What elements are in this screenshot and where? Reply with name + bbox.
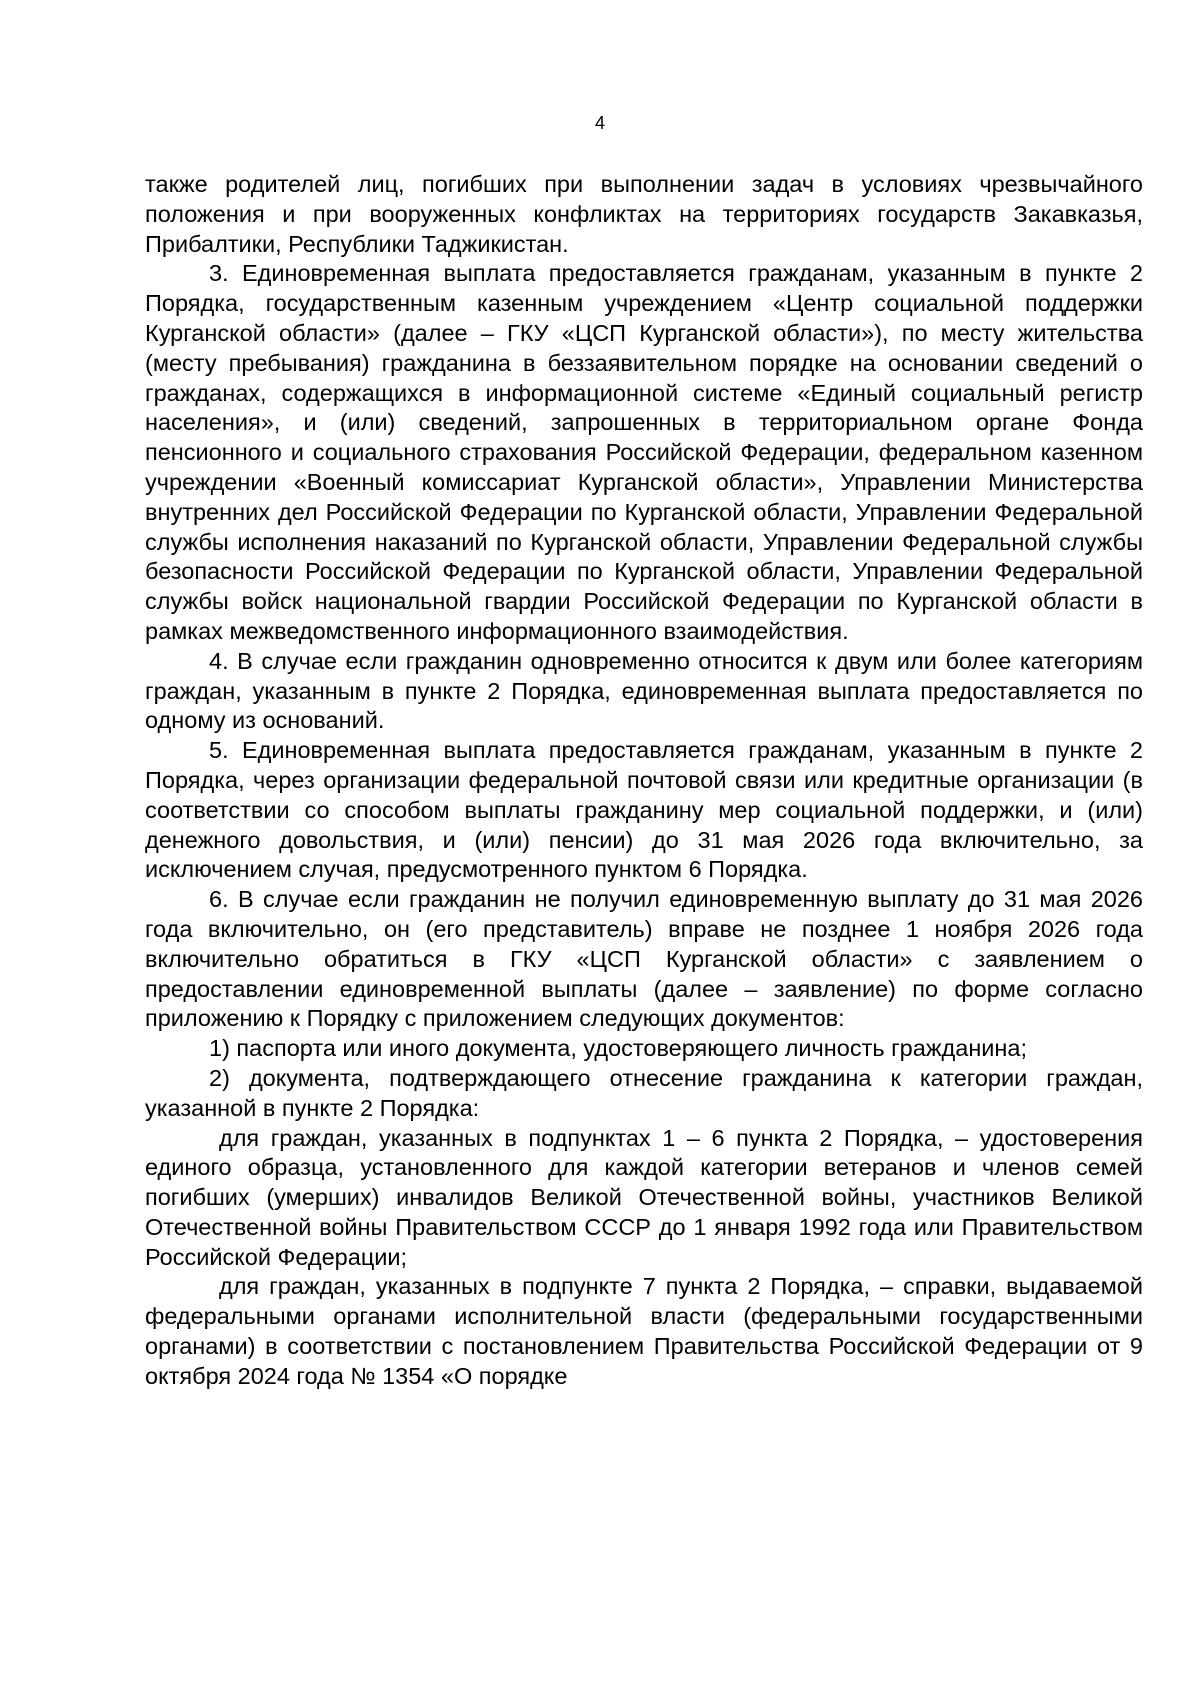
paragraph-subitem-7: для граждан, указанных в подпункте 7 пункта 2 Порядка, – справки, выдаваемой федеральными органами исполнительной власти (федеральными государственными органами) в соответствии с постановлением Правительства Российской Федерации от 9 октября 2024 года № 1354 «О порядке	[145, 1273, 1143, 1389]
paragraph-item-5: 5. Единовременная выплата предоставляется гражданам, указанным в пункте 2 Порядка, через организации федеральной почтовой связи или кредитные организации (в соответствии со способом выплаты гражданину мер социальной поддержки, и (или) денежного довольствия, и (или) пенсии) до 31 мая 2026 года включительно, за исключением случая, предусмотренного пунктом 6 Порядка.	[145, 737, 1143, 883]
paragraph-item-3: 3. Единовременная выплата предоставляется гражданам, указанным в пункте 2 Порядка, государственным казенным учреждением «Центр социальной поддержки Курганской области» (далее – ГКУ «ЦСП Курганской области»), по месту жительства (месту пребывания) гражданина в беззаявительном порядке на основании сведений о гражданах, содержащихся в информационной системе «Единый социальный регистр населения», и (или) сведений, запрошенных в территориальном органе Фонда пенсионного и социального страхования Российской Федерации, федеральном казенном учреждении «Военный комиссариат Курганской области», Управлении Министерства внутренних дел Российской Федерации по Курганской области, Управлении Федеральной службы исполнения наказаний по Курганской области, Управлении Федеральной службы безопасности Российской Федерации по Курганской области, Управлении Федеральной службы войск национальной гвардии Российской Федерации по Курганской области в рамках межведомственного информационного взаимодействия.	[145, 260, 1143, 644]
list-item-category-document: 2) документа, подтверждающего отнесение гражданина к категории граждан, указанной в пункте 2 Порядка:	[145, 1064, 1143, 1121]
document-body	[145, 170, 1143, 1392]
paragraph-item-4: 4. В случае если гражданин одновременно относится к двум или более категориям граждан, указанным в пункте 2 Порядка, единовременная выплата предоставляется по одному из оснований.	[145, 647, 1143, 734]
paragraph-subitems-1-6: для граждан, указанных в подпунктах 1 – 6 пункта 2 Порядка, – удостоверения единого образца, установленного для каждой категории ветеранов и членов семей погибших (умерших) инвалидов Великой Отечественной войны, участников Великой Отечественной войны Правительством СССР до 1 января 1992 года или Правительством Российской Федерации;	[145, 1124, 1143, 1270]
list-item-passport: 1) паспорта или иного документа, удостоверяющего личность гражданина;	[209, 1035, 1028, 1062]
paragraph-continuation: также родителей лиц, погибших при выполнении задач в условиях чрезвычайного положения и при вооруженных конфликтах на территориях государств Закавказья, Прибалтики, Республики Таджикистан.	[145, 171, 1143, 257]
page-number: 4	[594, 113, 605, 133]
paragraph-item-6: 6. В случае если гражданин не получил единовременную выплату до 31 мая 2026 года включительно, он (его представитель) вправе не позднее 1 ноября 2026 года включительно обратиться в ГКУ «ЦСП Курганской области» с заявлением о предоставлении единовременной выплаты (далее – заявление) по форме согласно приложению к Порядку с приложением следующих документов:	[145, 886, 1143, 1032]
